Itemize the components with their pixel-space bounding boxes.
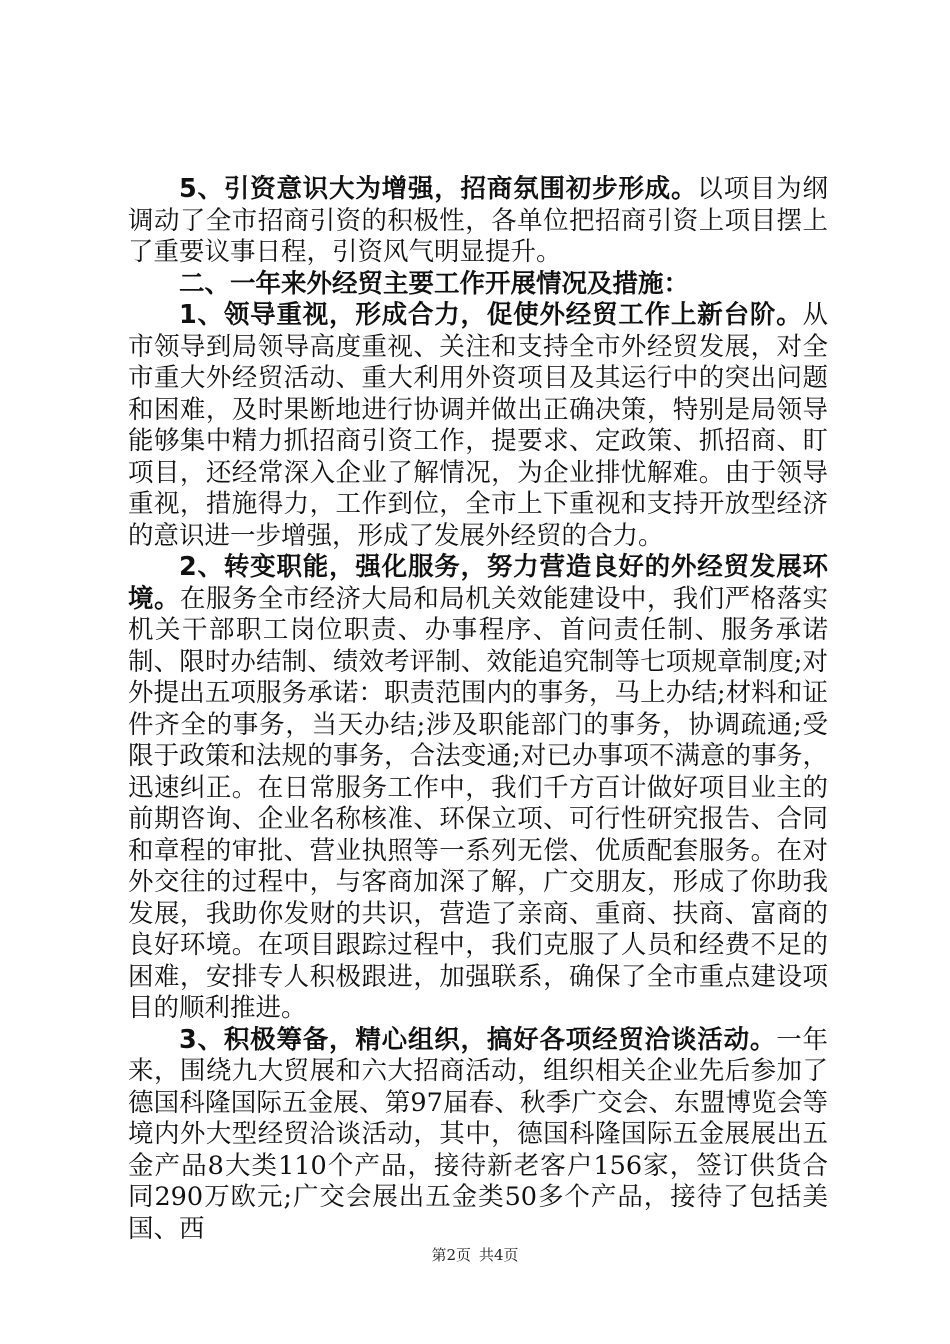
paragraph-text: 从市领导到局领导高度重视、关注和支持全市外经贸发展，对全市重大外经贸活动、重大利用外资项目及其运行中的突出问题和困难，及时果断地进行协调并做出正确决策，特别是局领导能够集中精力抓招商引资工作，提要求、定政策、抓招商、盯项目，还经常深入企业了解情况，为企业排忧解难。由于领导重视，措施得力，工作到位，全市上下重视和支持开放型经济的意识进一步增强，形成了发展外经贸的合力。 [128,300,828,551]
paragraph-text: 一年来，围绕九大贸展和六大招商活动，组织相关企业先后参加了德国科隆国际五金展、第97届春、秋季广交会、东盟博览会等境内外大型经贸洽谈活动，其中，德国科隆国际五金展展出五金产品8大类110个产品，接待新老客户156家，签订供货合同290万欧元;广交会展出五金类50多个产品，接待了包括美国、西 [128,1024,828,1244]
paragraph-item-2 [128,552,828,1025]
page-footer [0,1244,950,1265]
paragraph-lead: 1、领导重视，形成合力，促使外经贸工作上新台阶。 [179,300,803,330]
section-heading-2 [128,269,828,301]
paragraph-text: 在服务全市经济大局和局机关效能建设中，我们严格落实机关干部职工岗位职责、办事程序、首问责任制、服务承诺制、限时办结制、绩效考评制、效能追究制等七项规章制度;对外提出五项服务承诺：职责范围内的事务，马上办结;材料和证件齐全的事务，当天办结;涉及职能部门的事务，协调疏通;受限于政策和法规的事务，合法变通;对已办事项不满意的事务，迅速纠正。在日常服务工作中，我们千方百计做好项目业主的前期咨询、企业名称核准、环保立项、可行性研究报告、合同和章程的审批、营业执照等一系列无偿、优质配套服务。在对外交往的过程中，与客商加深了解，广交朋友，形成了你助我发展，我助你发财的共识，营造了亲商、重商、扶商、富商的良好环境。在项目跟踪过程中，我们克服了人员和经费不足的困难，安排专人积极跟进，加强联系，确保了全市重点建设项目的顺利推进。 [128,583,828,1023]
paragraph-text: 以项目为纲调动了全市招商引资的积极性，各单位把招商引资上项目摆上了重要议事日程，引资风气明显提升。 [128,174,828,267]
page-total: 共4页 [479,1246,519,1264]
paragraph-lead: 3、积极筹备，精心组织，搞好各项经贸洽谈活动。 [179,1024,777,1055]
page-number: 第2页 [431,1246,471,1264]
paragraph-item-1 [128,300,828,552]
paragraph-lead: 5、引资意识大为增强，招商氛围初步形成。 [179,174,698,204]
paragraph-item-5 [128,174,828,269]
section-heading-text: 二、一年来外经贸主要工作开展情况及措施： [179,268,690,299]
paragraph-item-3 [128,1025,828,1246]
document-body [128,174,828,1245]
paragraph-lead: 2、转变职能，强化服务，努力营造良好的外经贸发展环境。 [128,552,828,614]
